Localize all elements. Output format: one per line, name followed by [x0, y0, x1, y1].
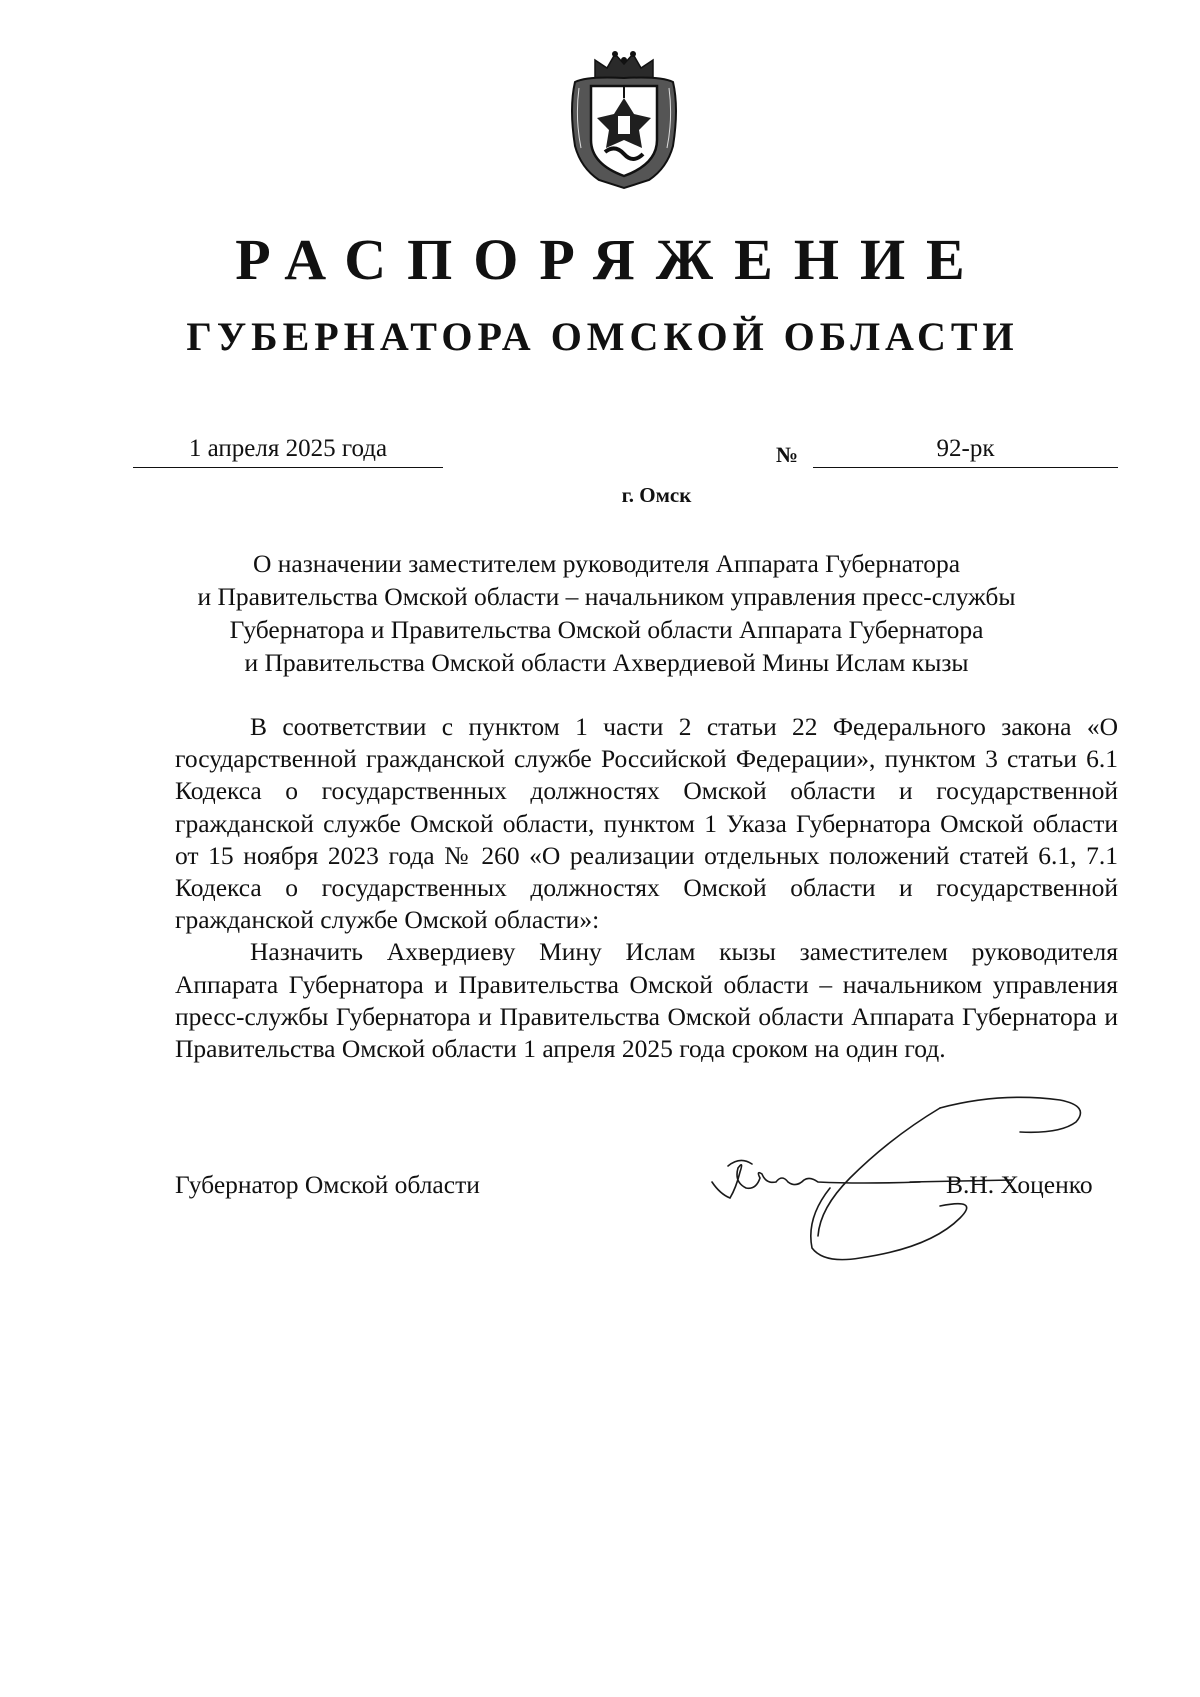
signer-position: Губернатор Омской области [175, 1170, 480, 1199]
number-sign: № [776, 442, 799, 467]
preamble-paragraph: В соответствии с пунктом 1 части 2 статьи 22 Федерального закона «О государственной гражданской службе Российской Федерации», пунктом 3 статьи 6.1 Кодекса о государственных должностях Омской области и государственной гражданской службе Омской области, пунктом 1 Указа Губернатора Омской области от 15 ноября 2023 года № 260 «О реализации отдельных положений статей 6.1, 7.1 Кодекса о государственных должностях Омской области и государственной гражданской службе Омской области»: [175, 712, 1118, 935]
document-title: РАСПОРЯЖЕНИЕ [235, 227, 986, 292]
order-title [150, 547, 1063, 679]
decision-paragraph: Назначить Ахвердиеву Мину Ислам кызы заместителем руководителя Аппарата Губернатора и Правительства Омской области – начальником управления пресс-службы Губернатора и Правительства Омской области Аппарата Губернатора и Правительства Омской области 1 апреля 2025 года сроком на один год. [175, 937, 1118, 1064]
order-title-line: Губернатора и Правительства Омской области Аппарата Губернатора [229, 615, 984, 644]
coat-of-arms-icon [565, 48, 683, 192]
signer-name: В.Н. Хоценко [946, 1170, 1093, 1199]
document-date: 1 апреля 2025 года [133, 431, 443, 468]
order-title-line: и Правительства Омской области Ахвердиевой Мины Ислам кызы [244, 648, 969, 677]
order-title-line: и Правительства Омской области – начальником управления пресс-службы [197, 582, 1016, 611]
order-title-line: О назначении заместителем руководителя Аппарата Губернатора [252, 549, 961, 578]
document-subtitle: ГУБЕРНАТОРА ОМСКОЙ ОБЛАСТИ [186, 314, 1019, 359]
document-number: 92-рк [813, 431, 1118, 468]
document-city: г. Омск [621, 483, 692, 507]
document-body [175, 711, 1118, 1065]
